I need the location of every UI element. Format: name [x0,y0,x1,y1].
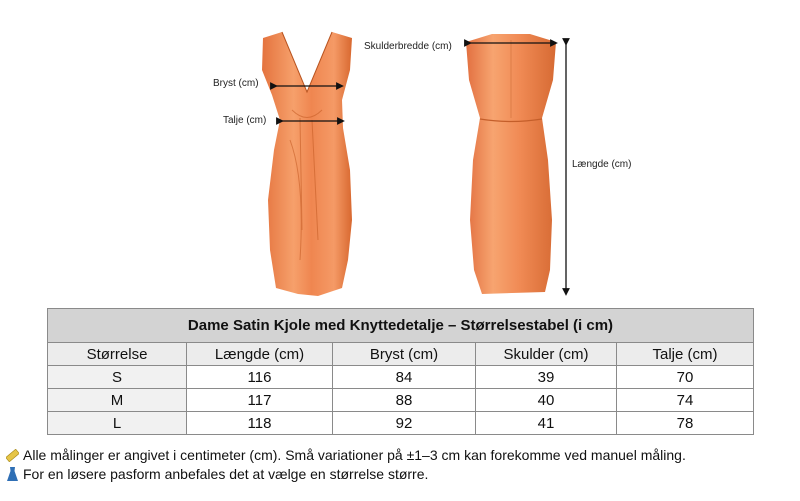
header-shoulder: Skulder (cm) [476,343,617,366]
note-fit-text: For en løsere pasform anbefales det at vælge en størrelse større. [23,466,429,482]
note-measure [6,446,686,465]
back-dress [466,34,556,294]
waist-label: Talje (cm) [223,115,267,126]
cell-shoulder: 41 [476,412,617,435]
front-dress [262,32,352,296]
cell-length: 118 [187,412,333,435]
cell-bust: 88 [333,389,476,412]
cell-length: 116 [187,366,333,389]
header-length: Længde (cm) [187,343,333,366]
cell-waist: 78 [617,412,754,435]
cell-size: L [48,412,187,435]
notes [6,446,686,484]
cell-bust: 84 [333,366,476,389]
cell-length: 117 [187,389,333,412]
table-row [48,412,754,435]
table-header-row [48,343,754,366]
cell-bust: 92 [333,412,476,435]
header-bust: Bryst (cm) [333,343,476,366]
header-size: Størrelse [48,343,187,366]
cell-shoulder: 40 [476,389,617,412]
table-row [48,366,754,389]
cell-shoulder: 39 [476,366,617,389]
cell-waist: 74 [617,389,754,412]
cell-size: S [48,366,187,389]
length-label: Længde (cm) [572,159,632,170]
cell-size: M [48,389,187,412]
cell-waist: 70 [617,366,754,389]
shoulder-label: Skulderbredde (cm) [364,41,452,52]
header-waist: Talje (cm) [617,343,754,366]
note-fit [6,465,686,484]
dress-icon [6,467,19,482]
note-measure-text: Alle målinger er angivet i centimeter (cm). Små variationer på ±1–3 cm kan forekomme ved manuel måling. [23,447,686,463]
table-row [48,389,754,412]
bust-label: Bryst (cm) [213,78,259,89]
table-title: Dame Satin Kjole med Knyttedetalje – Størrelsestabel (i cm) [48,309,754,343]
ruler-icon [6,449,19,462]
size-table [47,308,754,435]
